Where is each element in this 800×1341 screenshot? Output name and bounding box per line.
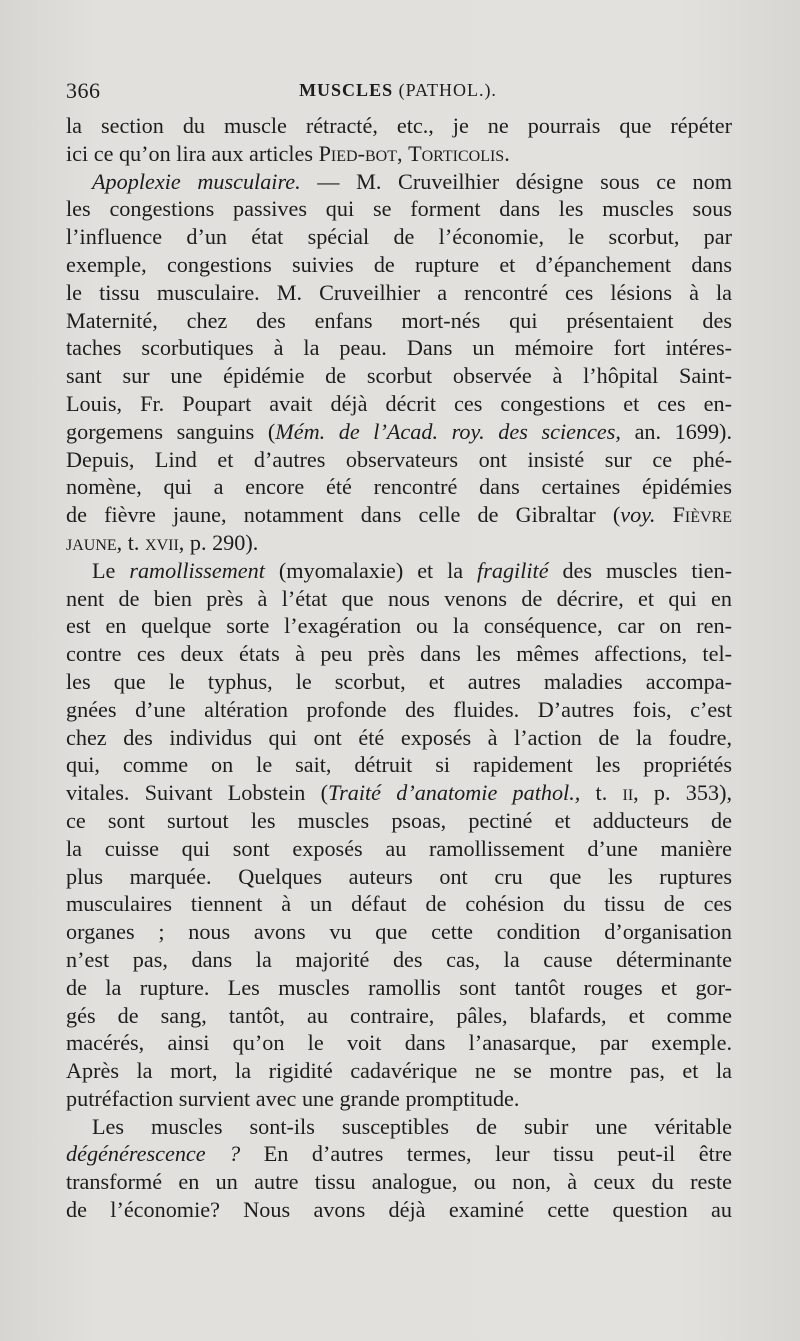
text-line [66,557,732,585]
text-segment: est en quelque sorte l’exagération ou la conséquence, car on ren- [66,613,732,639]
text-line [66,863,732,891]
text-segment: Maternité, chez des enfans mort-nés qui présentaient des [66,307,732,333]
text-segment: Après la mort, la rigidité cadavérique ne se montre pas, et la [66,1058,732,1084]
text-line [66,890,732,918]
text-segment: fragilité [477,557,549,583]
text-line [66,668,732,696]
text-segment: (myomalaxie) et la [264,557,478,583]
text-segment [655,502,672,527]
text-line [66,446,732,474]
text-segment: Mém. de l’Acad. roy. des sciences, [275,418,621,444]
text-line [66,251,732,279]
text-segment: , t. [116,529,146,555]
text-segment: Depuis, Lind et d’autres observateurs ont insisté sur ce phé- [66,446,732,472]
text-line [66,1168,732,1196]
text-segment: transformé en un autre tissu analogue, ou non, à ceux du reste [66,1169,732,1195]
text-line [66,473,732,501]
page-header [66,78,730,110]
text-line [66,751,732,779]
text-line [66,195,732,223]
text-segment: musculaires tiennent à un défaut de cohésion du tissu de ces [66,891,732,917]
text-segment: putréfaction survient avec une grande promptitude. [66,1085,520,1111]
text-segment: exemple, congestions suivies de rupture et d’épanchement dans [66,251,732,277]
text-segment: gnées d’une altération profonde des fluides. D’autres fois, c’est [66,696,732,722]
text-segment: dégénérescence ? [66,1141,241,1167]
text-segment: le tissu musculaire. M. Cruveilhier a rencontré ces lésions à la [66,279,732,305]
text-segment: ici ce qu’on lira aux articles [66,140,319,166]
text-segment: Pied-bot [318,140,397,166]
text-segment: plus marquée. Quelques auteurs ont cru que les ruptures [66,863,732,889]
text-line [66,724,732,752]
text-line [66,140,732,168]
text-segment: contre ces deux états à peu près dans les mêmes affections, tel- [66,641,732,667]
text-line [66,390,732,418]
text-segment: nomène, qui a encore été rencontré dans certaines épidémies [66,474,732,500]
text-segment: — M. Cruveilhier désigne sous ce nom [300,168,732,194]
text-segment: an. 1699). [620,418,732,444]
text-line [66,585,732,613]
text-line [66,334,732,362]
text-segment: gés de sang, tantôt, au contraire, pâles, blafards, et comme [66,1002,732,1028]
text-line [66,946,732,974]
text-segment: sant sur une épidémie de scorbut observée à l’hôpital Saint- [66,363,732,389]
text-segment: , p. 353), [633,780,732,806]
text-line [66,1085,732,1113]
text-segment: ce sont surtout les muscles psoas, pectiné et adducteurs de [66,807,732,833]
text-line [66,279,732,307]
text-segment: ii [622,780,634,806]
text-segment: Torticolis [408,140,505,166]
text-segment: En d’autres termes, leur tissu peut-il être [240,1141,732,1167]
text-segment: chez des individus qui ont été exposés à l’action de la foudre, [66,724,732,750]
text-segment: les que le typhus, le scorbut, et autres maladies accompa- [66,668,732,694]
text-segment: , p. 290). [178,529,259,555]
text-line [66,529,732,557]
text-line [66,223,732,251]
text-segment: jaune [66,529,117,555]
text-segment: , [396,140,409,166]
text-segment: de fièvre jaune, notamment dans celle de Gibraltar ( [66,502,621,528]
text-line [66,112,732,140]
text-segment: Fièvre [672,502,732,528]
body-text [66,112,732,1224]
text-segment: gorgemens sanguins ( [66,418,276,444]
text-segment: macérés, ainsi qu’on le voit dans l’anasarque, par exemple. [66,1030,732,1056]
running-head [66,80,730,101]
text-segment: Apoplexie musculaire. [92,168,301,194]
text-segment: qui, comme on le sait, détruit si rapidement les propriétés [66,752,732,778]
text-segment: Traité d’anatomie pathol., [327,780,581,806]
text-line [66,1029,732,1057]
text-segment: nent de bien près à l’état que nous venons de décrire, et qui en [66,585,732,611]
text-segment: . [504,140,510,166]
text-segment: xvii [145,529,179,555]
text-line [66,1196,732,1224]
text-line [66,307,732,335]
text-segment: la section du muscle rétracté, etc., je ne pourrais que répéter [66,113,732,138]
text-segment: la cuisse qui sont exposés au ramollissement d’une manière [66,835,732,861]
text-segment: taches scorbutiques à la peau. Dans un mémoire fort intéres- [66,335,732,361]
text-segment: ramollissement [129,557,265,583]
text-segment: Le [92,557,130,583]
text-line [66,418,732,446]
text-line [66,168,732,196]
text-segment: l’influence d’un état spécial de l’économie, le scorbut, par [66,224,732,250]
text-segment: vitales. Suivant Lobstein ( [66,780,328,806]
text-line [66,918,732,946]
text-line [66,974,732,1002]
text-segment: de l’économie? Nous avons déjà examiné cette question au [66,1197,732,1223]
running-head-subtitle: (PATHOL.). [398,80,497,100]
text-line [66,1002,732,1030]
text-segment: Les muscles sont-ils susceptibles de subir une véritable [92,1113,732,1139]
text-segment: n’est pas, dans la majorité des cas, la cause déterminante [66,946,732,972]
text-segment: t. [580,780,623,806]
text-segment: voy. [620,502,656,528]
text-line [66,835,732,863]
running-head-title: MUSCLES [299,80,394,100]
text-line [66,779,732,807]
text-line [66,696,732,724]
text-line [66,1140,732,1168]
text-segment: organes ; nous avons vu que cette condition d’organisation [66,919,732,945]
page-number: 366 [66,78,101,103]
text-segment: de la rupture. Les muscles ramollis sont tantôt rouges et gor- [66,974,732,1000]
text-segment: Louis, Fr. Poupart avait déjà décrit ces congestions et ces en- [66,390,732,416]
text-line [66,807,732,835]
text-line [66,1113,732,1141]
text-segment: les congestions passives qui se forment dans les muscles sous [66,196,732,222]
text-segment: des muscles tien- [548,557,732,583]
text-line [66,640,732,668]
text-line [66,1057,732,1085]
text-line [66,501,732,529]
text-line [66,362,732,390]
text-line [66,612,732,640]
